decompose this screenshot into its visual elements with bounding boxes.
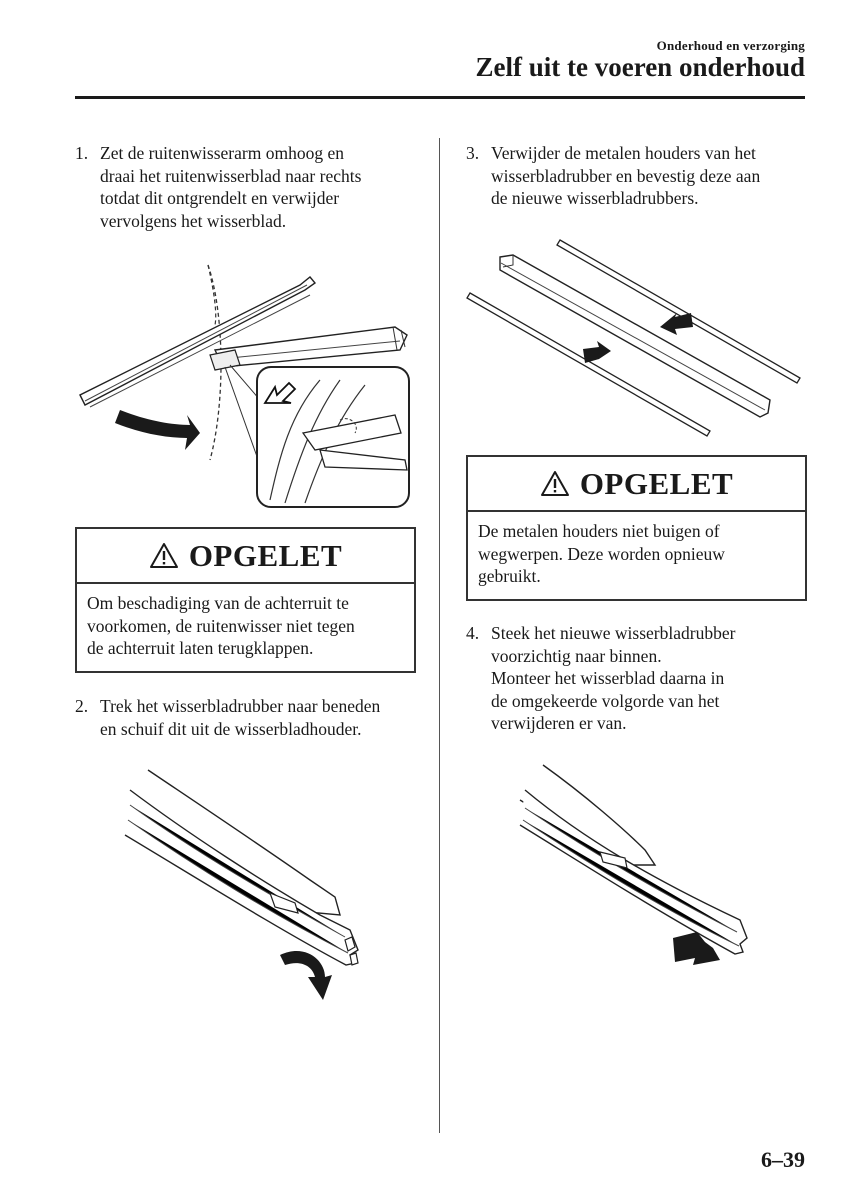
- illustration-pull-rubber: [120, 765, 380, 1015]
- caution-text: Om beschadiging van de achterruit te voorkomen, de ruitenwisser niet tegen de achterruit laten terugklappen.: [87, 593, 355, 658]
- caution-heading: [468, 457, 805, 512]
- illustration-wiper-removal: [75, 255, 420, 515]
- step-number: 1.: [75, 143, 89, 163]
- step-1: [75, 142, 425, 232]
- caution-box-2: [466, 455, 807, 601]
- section-label: Onderhoud en verzorging: [656, 38, 805, 53]
- step-text: Verwijder de metalen houders van het wisserbladrubber en bevestig deze aan de nieuwe wisserbladrubbers.: [491, 143, 761, 208]
- warning-triangle-icon: [540, 470, 570, 497]
- step-3: [466, 142, 811, 210]
- caution-heading-text: OPGELET: [579, 465, 734, 501]
- step-text: Zet de ruitenwisserarm omhoog en draai het ruitenwisserblad naar rechts totdat dit ontgrendelt en verwijder vervolgens het wisserblad.: [100, 143, 362, 231]
- caution-box-1: [75, 527, 416, 673]
- header-divider: [75, 96, 805, 99]
- page-title: Zelf uit te voeren onderhoud: [475, 52, 805, 82]
- step-number: 3.: [466, 143, 480, 163]
- step-number: 2.: [75, 696, 89, 716]
- step-text: Steek het nieuwe wisserbladrubber voorzichtig naar binnen. Monteer het wisserblad daarna in de omgekeerde volgorde van het verwijderen er van.: [491, 623, 736, 733]
- illustration-metal-holders: [465, 235, 810, 445]
- step-text: Trek het wisserbladrubber naar beneden en schuif dit uit de wisserbladhouder.: [100, 696, 381, 739]
- step-number: 4.: [466, 623, 480, 643]
- column-divider: [439, 138, 440, 1133]
- caution-heading: [77, 529, 414, 584]
- illustration-insert-rubber: [515, 760, 765, 975]
- caution-text: De metalen houders niet buigen of wegwerpen. Deze worden opnieuw gebruikt.: [478, 521, 725, 586]
- page-number: 6–39: [761, 1147, 805, 1172]
- step-4: [466, 622, 811, 735]
- warning-triangle-icon: [149, 542, 179, 569]
- step-2: [75, 695, 425, 740]
- caution-heading-text: OPGELET: [188, 537, 343, 573]
